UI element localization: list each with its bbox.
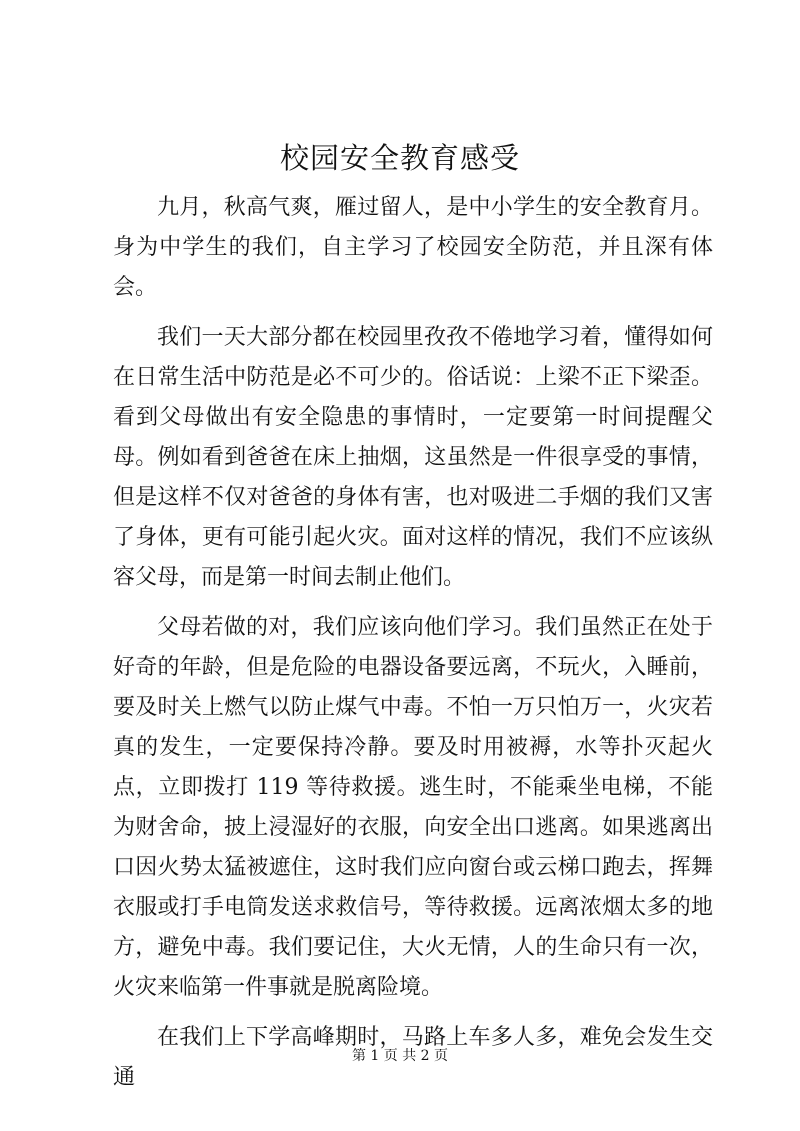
paragraph: 父母若做的对，我们应该向他们学习。我们虽然正在处于好奇的年龄，但是危险的电器设备要远离，不玩火，入睡前，要及时关上燃气以防止煤气中毒。不怕一万只怕万一，火灾若真的发生，一定要保持冷静。要及时用被褥，水等扑灭起火点，立即拨打 119 等待救援。逃生时，不能乘坐电梯，不能为财舍命，披上浸湿好的衣服，向安全出口逃离。如果逃离出口因火势太猛被遮住，这时我们应向窗台或云梯口跑去，挥舞衣服或打手电筒发送求救信号，等待救援。远离浓烟太多的地方，避免中毒。我们要记住，大火无情，人的生命只有一次，火灾来临第一件事就是脱离险境。: [113, 615, 713, 1000]
document-title: 校园安全教育感受: [279, 141, 520, 175]
page-footer: 第 1 页 共 2 页: [351, 1048, 449, 1064]
document-body: [113, 188, 713, 1108]
paragraph: 九月，秋高气爽，雁过留人，是中小学生的安全教育月。身为中学生的我们，自主学习了校园安全防范，并且深有体会。: [113, 195, 713, 300]
paragraph: 我们一天大部分都在校园里孜孜不倦地学习着，懂得如何在日常生活中防范是必不可少的。俗话说：上梁不正下梁歪。看到父母做出有安全隐患的事情时，一定要第一时间提醒父母。例如看到爸爸在床上抽烟，这虽然是一件很享受的事情，但是这样不仅对爸爸的身体有害，也对吸进二手烟的我们又害了身体，更有可能引起火灾。面对这样的情况，我们不应该纵容父母，而是第一时间去制止他们。: [113, 325, 713, 590]
paragraph: 在我们上下学高峰期时，马路上车多人多，难免会发生交通: [113, 1025, 713, 1090]
